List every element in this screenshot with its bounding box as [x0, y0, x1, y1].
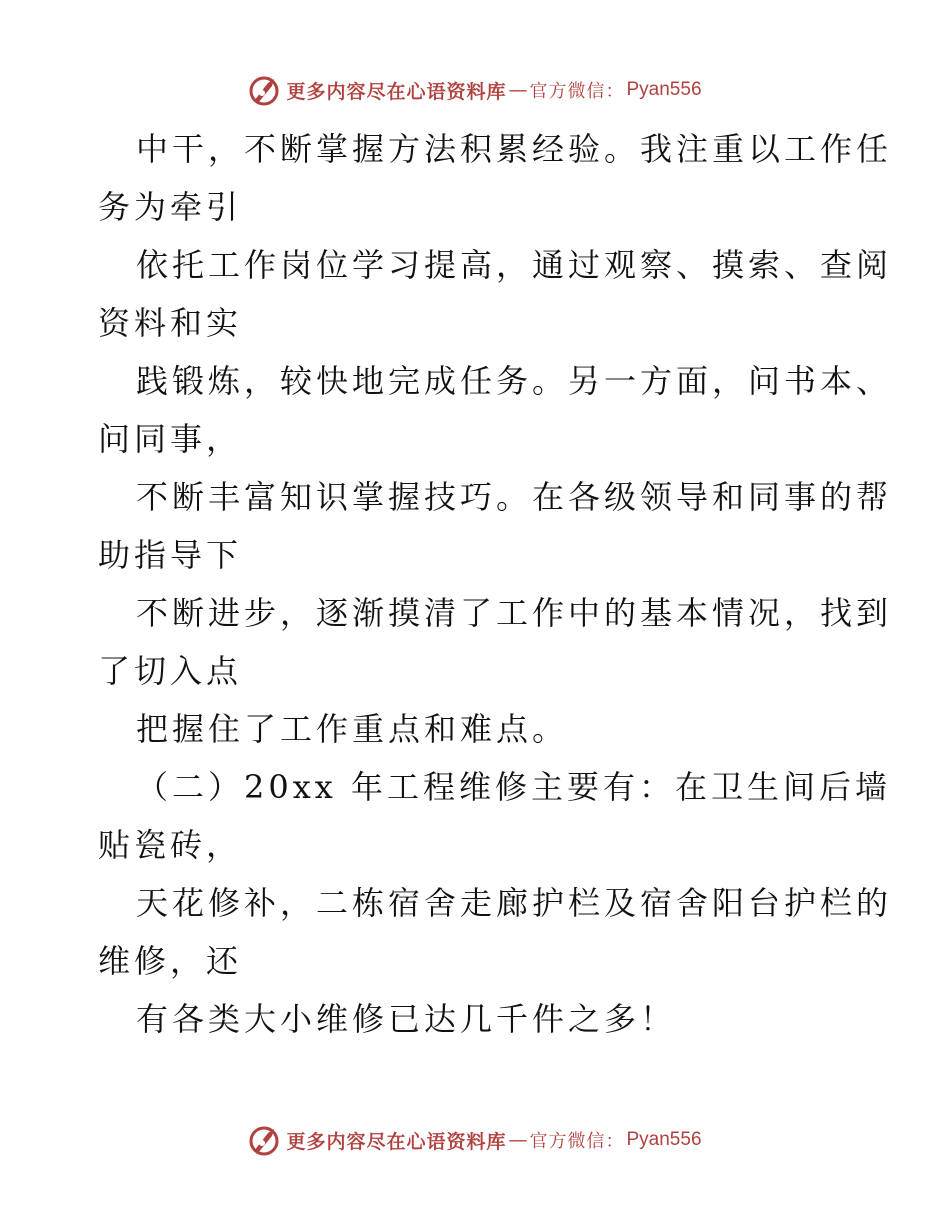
text-line: 资料和实: [98, 304, 243, 342]
text-line: 践锻炼，较快地完成任务。另一方面，问书本、: [136, 362, 893, 400]
text-line: 有各类大小维修已达几千件之多！: [136, 1000, 677, 1038]
text-line: 天花修补，二栋宿舍走廊护栏及宿舍阳台护栏的: [136, 884, 893, 922]
header-watermark: [0, 70, 950, 110]
text-line: （二）20xx 年工程维修主要有：在卫生间后墙: [136, 768, 891, 806]
text-line: 中干，不断掌握方法积累经验。我注重以工作任: [136, 130, 893, 168]
watermark-dash: —: [508, 79, 528, 101]
watermark-brand: 更多内容尽在心语资料库: [286, 80, 507, 103]
text-line: 贴瓷砖，: [98, 826, 243, 864]
paragraph: [98, 990, 858, 1048]
paragraph: [98, 700, 858, 758]
paragraph: [98, 352, 893, 468]
watermark-id: Pyan556: [626, 1129, 702, 1150]
text-line: 了切入点: [98, 652, 243, 690]
watermark-id: Pyan556: [626, 79, 702, 100]
pen-logo-icon: [248, 73, 282, 107]
text-line: 依托工作岗位学习提高，通过观察、摸索、查阅: [136, 246, 893, 284]
text-line: 不断进步，逐渐摸清了工作中的基本情况，找到: [136, 594, 893, 632]
text-line: 维修，还: [98, 942, 243, 980]
text-line: 问同事，: [98, 420, 243, 458]
paragraph: [98, 236, 893, 352]
paragraph: [98, 874, 893, 990]
watermark-dash: —: [508, 1129, 528, 1151]
paragraph: [98, 120, 893, 236]
text-line: 不断丰富知识掌握技巧。在各级领导和同事的帮: [136, 478, 893, 516]
document-body: [98, 120, 893, 1048]
text-line: 务为牵引: [98, 188, 243, 226]
text-line: 助指导下: [98, 536, 243, 574]
pen-logo-icon: [248, 1123, 282, 1157]
paragraph: [98, 758, 891, 874]
watermark-label: 官方微信：: [529, 1131, 625, 1152]
text-line: 把握住了工作重点和难点。: [136, 710, 569, 748]
watermark-label: 官方微信：: [529, 81, 625, 102]
watermark-brand: 更多内容尽在心语资料库: [286, 1130, 507, 1153]
footer-watermark: [0, 1120, 950, 1160]
paragraph: [98, 584, 893, 700]
paragraph: [98, 468, 893, 584]
